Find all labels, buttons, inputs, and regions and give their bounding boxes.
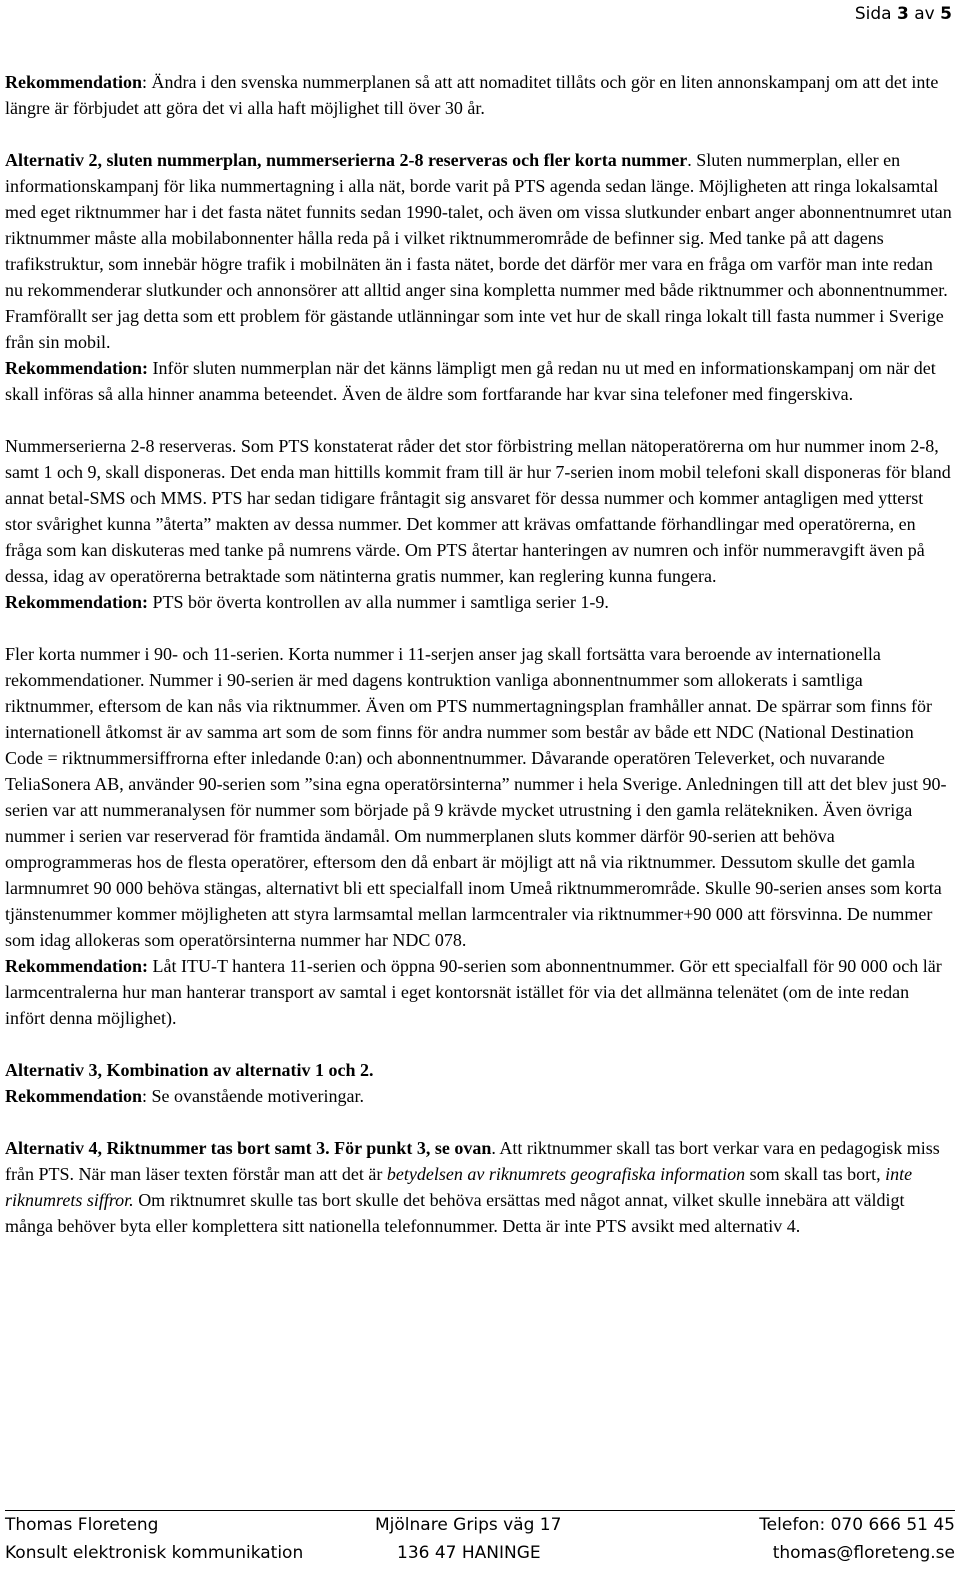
paragraph-text: : Ändra i den svenska nummerplanen så att att nomaditet tillåts och gör en liten annonskampanj om att det inte längre är förbjudet att göra det vi alla haft möjlighet till över 30 år.: [5, 72, 939, 118]
paragraph-text: . Att riktnummer skall tas bort verkar vara en pedagogisk miss från PTS. När man läser texten förstår man att det är: [5, 1138, 940, 1184]
footer-row-1: [5, 1511, 955, 1539]
page-current: 3: [897, 4, 909, 24]
paragraph-korta-nummer: [5, 641, 953, 953]
paragraph-recommendation-3: [5, 589, 953, 615]
paragraph-text: Inför sluten nummerplan när det känns lämpligt men gå redan nu ut med en informationskampanj om när det skall införas så alla hinner anamma beteendet. Även de äldre som fortfarande har kvar sina telefoner med fingerskiva.: [5, 358, 936, 404]
paragraph-recommendation-1: [5, 69, 953, 121]
paragraph-alternativ-2: [5, 147, 953, 355]
page-footer: [5, 1510, 955, 1567]
paragraph-text: : Se ovanstående motiveringar.: [142, 1086, 364, 1106]
paragraph-recommendation-2: [5, 355, 953, 407]
paragraph-nummerserierna: [5, 433, 953, 589]
paragraph-text: som skall tas bort,: [745, 1164, 886, 1184]
paragraph-text: Låt ITU-T hantera 11-serien och öppna 90-serien som abonnentnummer. Gör ett specialfall för 90 000 och lär larmcentralerna hur man hanterar transport av samtal i eget kontorsnät istället för via det allmänna telenätet (om de inte redan infört denna möjlighet).: [5, 956, 942, 1028]
recommendation-label: Rekommendation:: [5, 956, 148, 976]
paragraph-alternativ-3: [5, 1057, 953, 1083]
page-number: [855, 4, 952, 24]
paragraph-text: Om riktnumret skulle tas bort skulle det behöva ersättas med något annat, vilket skulle innebära att väldigt många behöver byta eller komplettera sitt nationella telefonnummer. Detta är inte PTS avsikt med alternativ 4.: [5, 1190, 905, 1236]
paragraph-text: PTS bör överta kontrollen av alla nummer i samtliga serier 1-9.: [148, 592, 609, 612]
footer-street: Mjölnare Grips väg 17: [375, 1515, 562, 1535]
paragraph-text: Fler korta nummer i 90- och 11-serien. Korta nummer i 11-serjen anser jag skall fortsätta vara beroende av internationella rekommendationer. Nummer i 90-serien är med dagens kontruktion vanliga abonnentnummer som allokerats i samtliga riktnummer, eftersom de kan nås via riktnummer. Även om PTS nummertagningsplan framhåller annat. De spärrar som finns för internationell åtkomst är av samma art som de som finns för andra nummer som består av både ett NDC (National Destination Code = riktnummersiffrorna efter inledande 0:an) och abonnentnummer. Dåvarande operatören Televerket, och nuvarande TeliaSonera AB, använder 90-serien som ”sina egna operatörsinterna” nummer i hela Sverige. Anledningen till att det blev just 90-serien var att nummeranalysen för nummer som började på 9 krävde mycket utrustning i den gamla relätekniken. Även övriga nummer i serien var reserverad för framtida ändamål. Om nummerplanen sluts kommer därför 90-serien att behöva omprogrammeras hos de flesta operatörer, eftersom den då enbart är möjligt att nå via riktnummer. Dessutom skulle det gamla larmnumret 90 000 behöva stängas, alternativt bli ett specialfall inom Umeå riktnummerområde. Skulle 90-serien anses som korta tjänstenummer kommer möjligheten att styra larmsamtal mellan larmcentraler via riktnummer+90 000 att försvinna. De nummer som idag allokeras som operatörsinterna nummer har NDC 078.: [5, 644, 947, 950]
footer-email: thomas@floreteng.se: [772, 1543, 955, 1563]
footer-postal: 136 47 HANINGE: [397, 1543, 541, 1563]
emphasis-text: inte riknumrets siffror.: [5, 1164, 913, 1210]
paragraph-recommendation-4: [5, 953, 953, 1031]
footer-row-2: [5, 1539, 955, 1567]
section-heading: Alternativ 2, sluten nummerplan, nummerserierna 2-8 reserveras och fler korta nummer: [5, 150, 688, 170]
page-label: Sida: [854, 4, 898, 24]
paragraph-alternativ-4: [5, 1135, 953, 1239]
section-heading: Alternativ 3, Kombination av alternativ 1 och 2.: [5, 1060, 374, 1080]
page-total: 5: [940, 4, 952, 24]
page-of-label: av: [908, 4, 941, 24]
footer-name: Thomas Floreteng: [5, 1515, 159, 1535]
document-body: [5, 69, 953, 1239]
recommendation-label: Rekommendation:: [5, 592, 148, 612]
emphasis-text: betydelsen av riknumrets geografiska information: [386, 1164, 746, 1184]
recommendation-label: Rekommendation:: [5, 358, 148, 378]
paragraph-text: . Sluten nummerplan, eller en informationskampanj för lika nummertagning i alla nät, borde varit på PTS agenda sedan länge. Möjligheten att ringa lokalsamtal med eget riktnummer har i det fasta nätet funnits sedan 1990-talet, och även om vissa slutkunder enbart anger abonnentnumret utan riktnummer måste alla mobilabonnenter hålla reda på i vilket riktnummerområde de befinner sig. Med tanke på att dagens trafikstruktur, som innebär högre trafik i mobilnäten än i fasta nätet, borde det därför mer vara en fråga om varför man inte redan nu rekommenderar slutkunder och annonsörer att alltid anger sina kompletta nummer med både riktnummer och abonnentnummer. Framförallt ser jag detta som ett problem för gästande utlänningar som inte vet hur de skall ringa lokalt till fasta nummer i Sverige från sin mobil.: [5, 150, 952, 352]
recommendation-label: Rekommendation: [5, 72, 143, 92]
paragraph-recommendation-5: [5, 1083, 953, 1109]
footer-phone: Telefon: 070 666 51 45: [759, 1515, 955, 1535]
paragraph-text: Nummerserierna 2-8 reserveras. Som PTS konstaterat råder det stor förbistring mellan nätoperatörerna om hur nummer inom 2-8, samt 1 och 9, skall disponeras. Det enda man hittills kommit fram till är hur 7-serien inom mobil telefoni skall disponeras för bland annat betal-SMS och MMS. PTS har sedan tidigare fråntagit sig ansvaret för dessa nummer och kommer antagligen med ytterst stor svårighet kunna ”återta” makten av dessa nummer. Det kommer att krävas omfattande förhandlingar med operatörerna, en fråga som kan diskuteras med tanke på numrens värde. Om PTS återtar hanteringen av numren och inför nummeravgift även på dessa, idag av operatörerna betraktade som nätinterna gratis nummer, kan reglering kunna fungera.: [5, 436, 951, 586]
section-heading: Alternativ 4, Riktnummer tas bort samt 3. För punkt 3, se ovan: [5, 1138, 492, 1158]
footer-title: Konsult elektronisk kommunikation: [5, 1543, 304, 1563]
recommendation-label: Rekommendation: [5, 1086, 143, 1106]
